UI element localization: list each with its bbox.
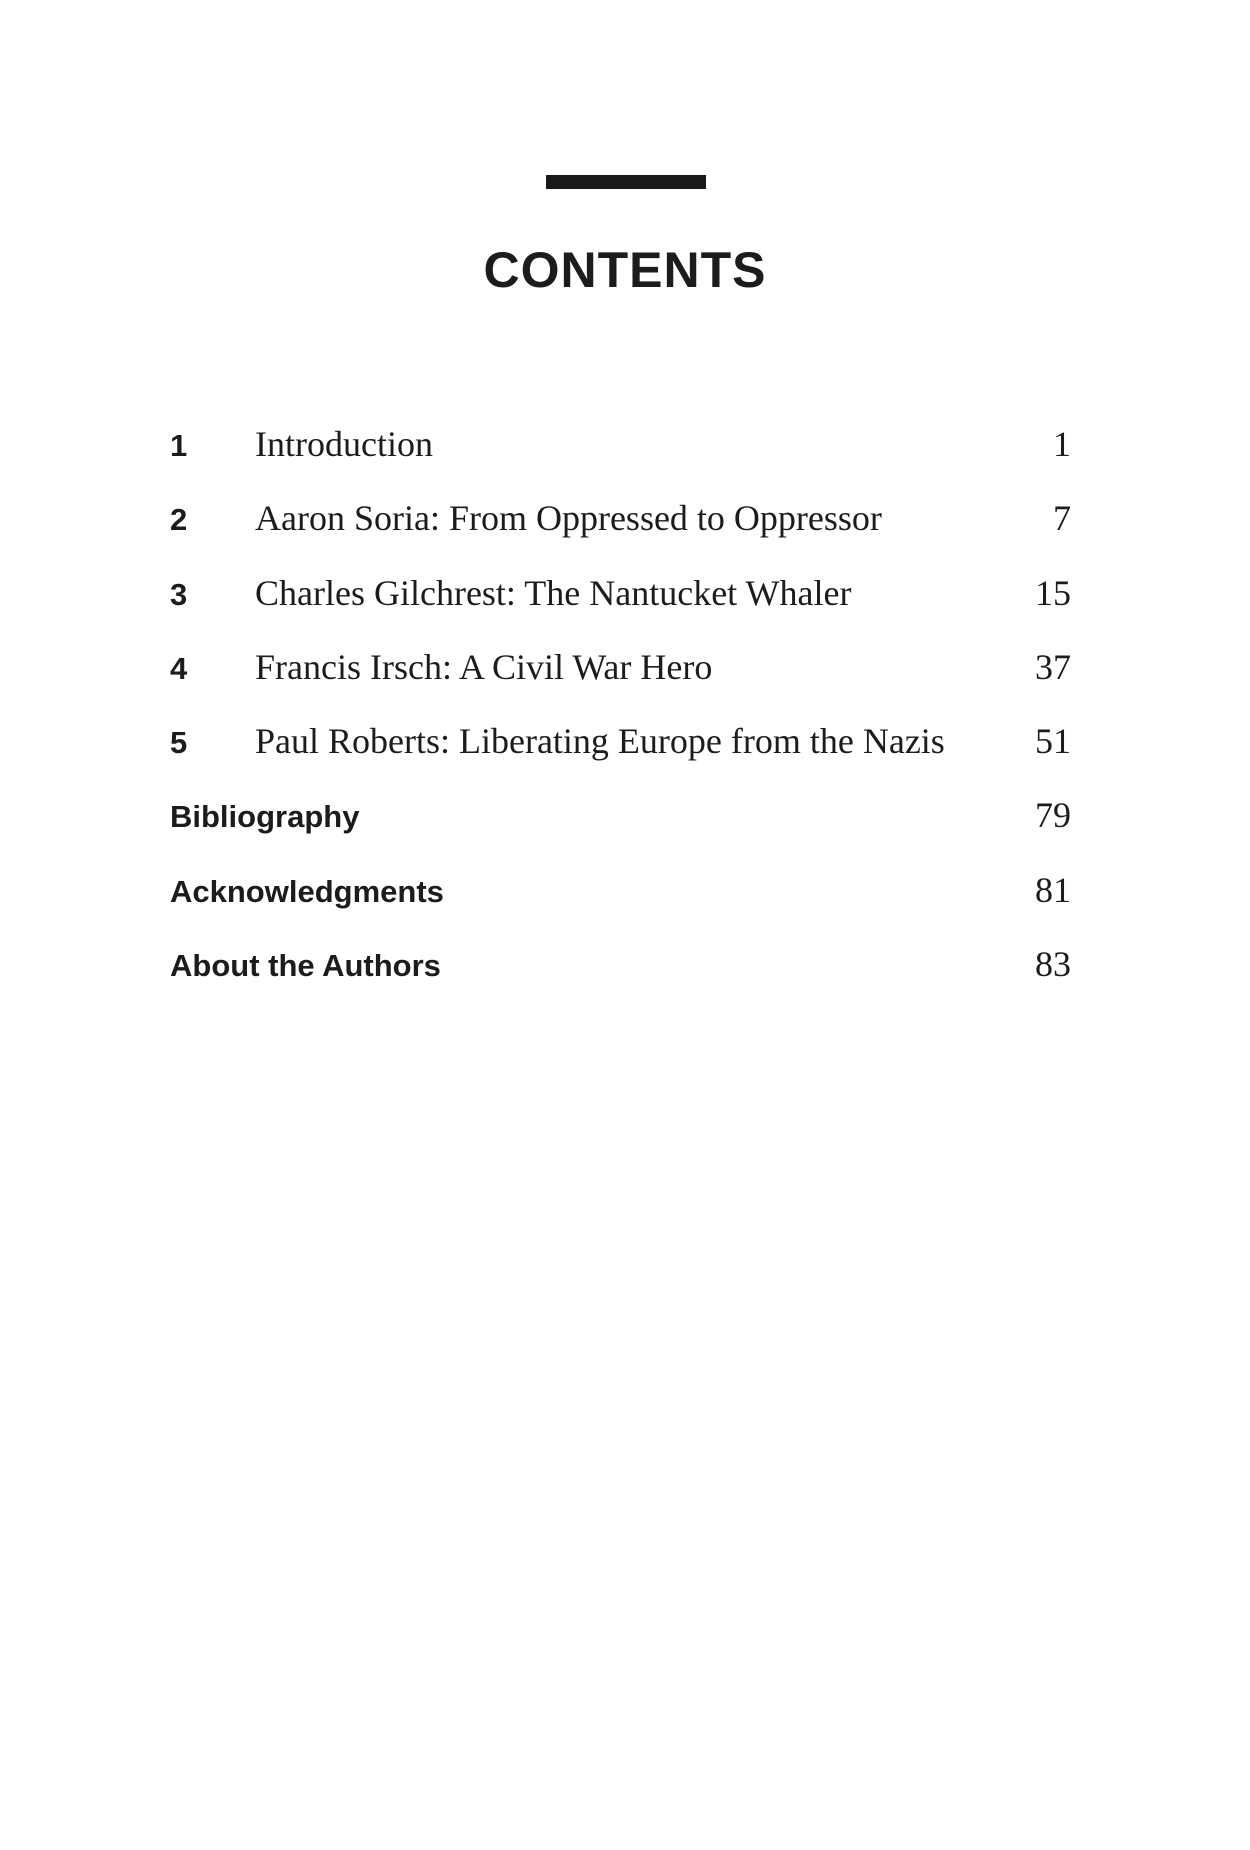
chapter-page-number: 7 [1053, 498, 1071, 539]
toc-backmatter-row [170, 779, 1071, 853]
chapter-title: Francis Irsch: A Civil War Hero [255, 646, 713, 687]
backmatter-page-number: 83 [1035, 944, 1071, 985]
backmatter-title: Acknowledgments [170, 873, 444, 909]
backmatter-title: About the Authors [170, 948, 441, 984]
backmatter-page-number: 79 [1035, 795, 1071, 836]
toc-chapter-row [170, 631, 1071, 705]
chapter-page-number: 51 [1035, 721, 1071, 762]
chapter-page-number: 1 [1053, 424, 1071, 464]
chapter-title: Aaron Soria: From Oppressed to Oppressor [255, 498, 882, 539]
decorative-rule [546, 175, 706, 189]
chapter-number: 5 [170, 725, 188, 761]
toc-chapter-row [170, 557, 1071, 631]
backmatter-title: Bibliography [170, 799, 360, 835]
chapter-title: Introduction [255, 424, 433, 464]
chapter-number: 1 [170, 428, 188, 463]
chapter-number: 2 [170, 502, 188, 538]
toc-chapter-row [170, 408, 1071, 482]
chapter-number: 4 [170, 650, 188, 686]
toc-chapter-row [170, 482, 1071, 556]
chapter-title: Paul Roberts: Liberating Europe from the Nazis [255, 721, 945, 762]
page-title: CONTENTS [483, 242, 767, 298]
toc-backmatter-row [170, 854, 1071, 928]
chapter-page-number: 37 [1035, 646, 1071, 687]
table-of-contents [170, 408, 1071, 1002]
chapter-number: 3 [170, 576, 188, 612]
chapter-title: Charles Gilchrest: The Nantucket Whaler [255, 572, 852, 613]
chapter-page-number: 15 [1035, 572, 1071, 613]
toc-backmatter-row [170, 928, 1071, 1002]
backmatter-page-number: 81 [1035, 869, 1071, 910]
toc-chapter-row [170, 705, 1071, 779]
